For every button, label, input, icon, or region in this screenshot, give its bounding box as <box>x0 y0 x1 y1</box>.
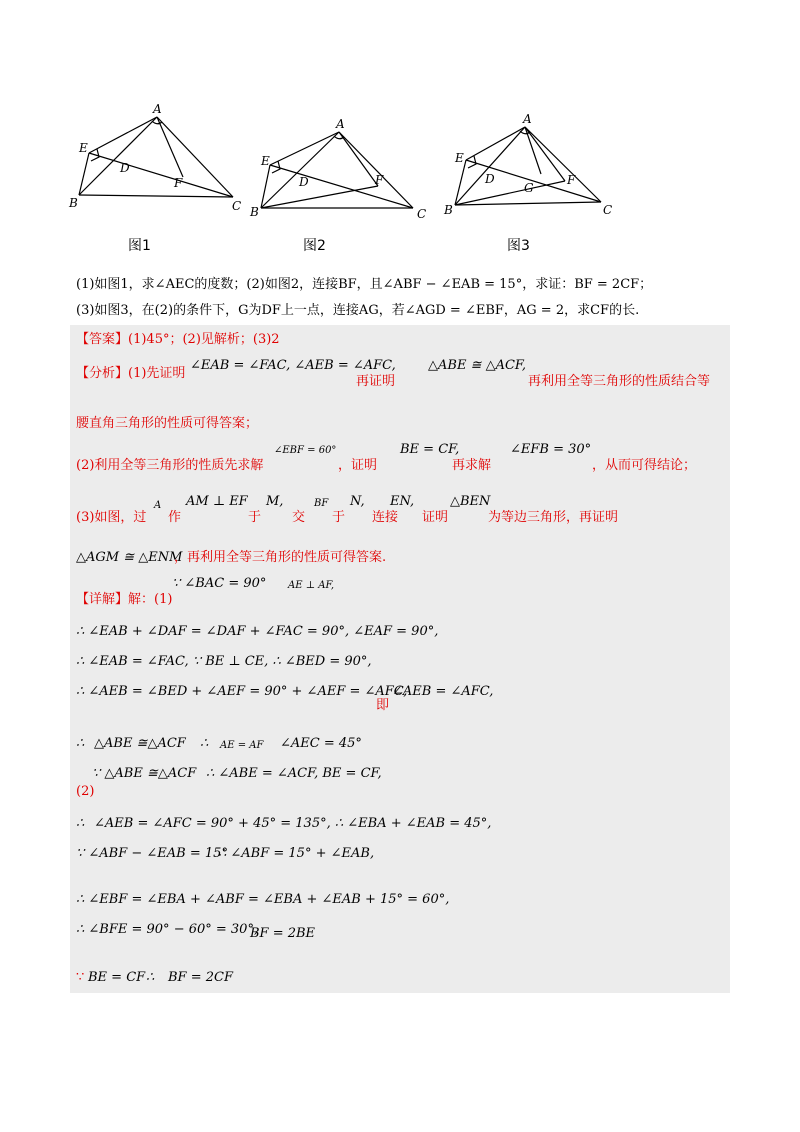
question-line-1: (1)如图1，求∠AEC的度数；(2)如图2，连接BF，且∠ABF − ∠EAB = 15°，求证：BF = 2CF； <box>76 277 653 292</box>
label-a: A <box>523 112 532 126</box>
label-e: E <box>261 154 270 168</box>
figure-1 <box>60 95 260 225</box>
label-f: F <box>174 176 183 190</box>
analysis-text: 于 <box>332 510 346 525</box>
detail-line-8: ∵ ∠ABF − ∠EAB = 15° <box>76 846 228 861</box>
analysis-formula: M, <box>266 494 284 509</box>
detail-line-10: ∴ ∠BFE = 90° − 60° = 30°, <box>76 922 259 937</box>
analysis-text: (1)先证明 <box>128 366 186 381</box>
detail-formula: ∴ ∠ABE = ∠ACF, BE = CF, <box>206 766 382 781</box>
label-c: C <box>417 207 427 221</box>
analysis-text: 交 <box>292 510 306 525</box>
analysis-text: 作 <box>168 510 182 525</box>
analysis-formula: AM ⊥ EF <box>186 494 248 509</box>
answer-text: (1)45°；(2)见解析；(3)2 <box>128 332 280 347</box>
label-e: E <box>455 151 464 165</box>
answer-tag: 【答案】 <box>76 332 129 347</box>
detail-line-3: ∴ ∠EAB = ∠FAC, ∵ BE ⊥ CE, ∴ ∠BED = 90°, <box>76 654 372 669</box>
label-b: B <box>444 203 453 217</box>
detail-formula: ∴ <box>200 736 209 751</box>
label-a: A <box>336 117 345 131</box>
detail-line-5: ∴ <box>76 736 85 751</box>
analysis-formula: △AGM ≅ △ENM <box>76 550 183 565</box>
detail-formula: ∵ ∠BAC = 90° <box>172 576 267 591</box>
figure-3 <box>443 95 643 225</box>
analysis-text: 再求解 <box>452 458 492 473</box>
detail-line-9: ∴ ∠EBF = ∠EBA + ∠ABF = ∠EBA + ∠EAB + 15° = 60°, <box>76 892 450 907</box>
label-a: A <box>153 102 162 116</box>
caption-figure-2: 图2 <box>303 238 326 254</box>
label-b: B <box>69 196 78 210</box>
question-line-2: (3)如图3，在(2)的条件下，G为DF上一点，连接AG，若∠AGD = ∠EBF，AG = 2，求CF的长. <box>76 303 640 318</box>
analysis-formula: △ABE ≅ △ACF, <box>428 358 527 373</box>
analysis-tag: 【分析】 <box>76 366 129 381</box>
analysis-formula: BE = CF, <box>400 442 460 457</box>
detail-formula: ∵ △ABE ≅△ACF <box>92 766 197 781</box>
analysis-text: ，从而可得结论； <box>592 458 697 473</box>
label-d: D <box>299 175 309 189</box>
caption-figure-1: 图1 <box>128 238 151 254</box>
detail-formula: ∠AEB = ∠AFC, <box>392 684 494 699</box>
answer-line <box>76 331 280 349</box>
label-g: G <box>524 181 534 195</box>
detail-formula: △ABE ≅△ACF <box>94 736 186 751</box>
analysis-formula: EN, <box>390 494 415 509</box>
analysis-formula: N, <box>350 494 365 509</box>
analysis-formula: A <box>154 500 162 511</box>
analysis-text: 证明 <box>422 510 449 525</box>
detail-formula: ∴ ∠ABF = 15° + ∠EAB, <box>218 846 375 861</box>
caption-figure-3: 图3 <box>507 238 530 254</box>
label-c: C <box>232 199 242 213</box>
detail-formula: BF = 2CF <box>168 970 233 985</box>
analysis-text: 再证明 <box>356 374 396 389</box>
detail-line-1 <box>76 591 172 609</box>
analysis-text: 连接 <box>372 510 399 525</box>
analysis-formula: △BEN <box>450 494 491 509</box>
detail-line-11: ∵ <box>76 970 85 985</box>
figures <box>60 95 750 265</box>
label-d: D <box>485 172 495 186</box>
analysis-line-1 <box>76 365 185 383</box>
analysis-text: 再利用全等三角形的性质结合等 <box>528 374 711 389</box>
analysis-text: 为等边三角形，再证明 <box>488 510 619 525</box>
label-b: B <box>250 205 259 219</box>
detail-text: 解：(1) <box>128 592 173 607</box>
figure-2 <box>250 95 450 225</box>
detail-text: 即 <box>376 698 390 713</box>
analysis-text: ，再利用全等三角形的性质可得答案. <box>174 550 387 565</box>
analysis-line-4: (3)如图，过 <box>76 510 147 525</box>
analysis-formula: ∠EAB = ∠FAC, ∠AEB = ∠AFC, <box>190 358 396 373</box>
answer-panel <box>70 325 730 993</box>
analysis-formula: ∠EBF = 60° <box>274 445 337 456</box>
analysis-formula: BF <box>314 498 329 509</box>
detail-line-4: ∴ ∠AEB = ∠BED + ∠AEF = 90° + ∠AEF = ∠AFC, <box>76 684 408 699</box>
detail-line-7: ∴ <box>76 816 85 831</box>
analysis-line-2: 腰直角三角形的性质可得答案； <box>76 416 259 431</box>
detail-part-2-label: (2) <box>76 784 95 799</box>
label-c: C <box>603 203 613 217</box>
label-d: D <box>120 161 130 175</box>
detail-tag: 【详解】 <box>76 592 129 607</box>
label-e: E <box>79 141 88 155</box>
analysis-text: 于 <box>248 510 262 525</box>
detail-formula: ∠AEC = 45° <box>280 736 362 751</box>
detail-formula: AE ⊥ AF, <box>288 580 335 591</box>
detail-formula: AE = AF <box>220 740 264 751</box>
detail-formula: BF = 2BE <box>250 926 316 941</box>
label-f: F <box>375 173 384 187</box>
detail-formula: ∠AEB = ∠AFC = 90° + 45° = 135°, ∴ ∠EBA + ∠EAB = 45°, <box>94 816 492 831</box>
analysis-text: ，证明 <box>338 458 378 473</box>
detail-formula: BE = CF <box>88 970 146 985</box>
detail-line-2: ∴ ∠EAB + ∠DAF = ∠DAF + ∠FAC = 90°, ∠EAF = 90°, <box>76 624 439 639</box>
label-f: F <box>567 173 576 187</box>
detail-formula: ∴ <box>146 970 155 985</box>
analysis-line-3: (2)利用全等三角形的性质先求解 <box>76 458 264 473</box>
analysis-formula: ∠EFB = 30° <box>510 442 592 457</box>
